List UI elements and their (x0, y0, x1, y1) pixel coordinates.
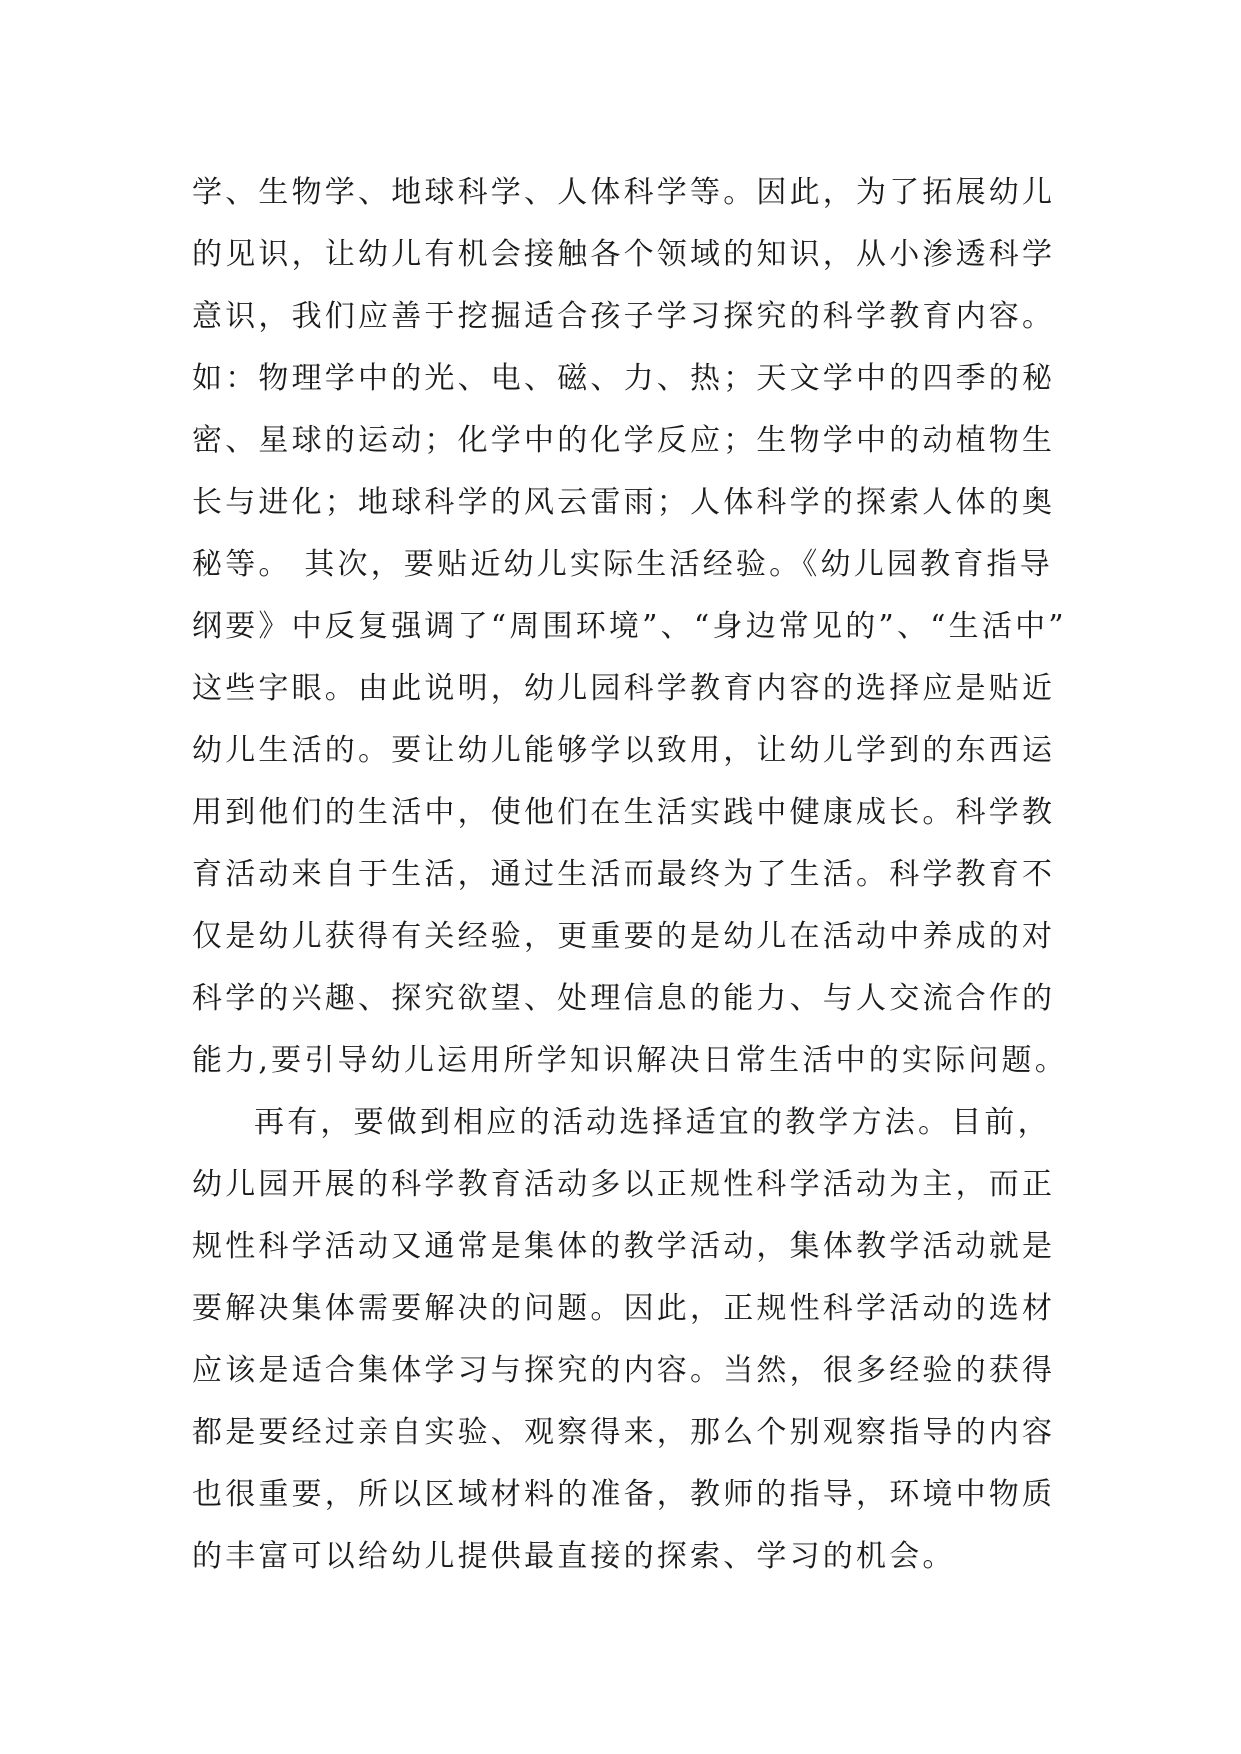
text-line: 意识，我们应善于挖掘适合孩子学习探究的科学教育内容。 (192, 299, 1056, 334)
text-line: 密、星球的运动；化学中的化学反应；生物学中的动植物生 (192, 423, 1056, 458)
text-line: 幼儿生活的。要让幼儿能够学以致用，让幼儿学到的东西运 (192, 733, 1056, 768)
body-text (192, 162, 1072, 1588)
text-line: 幼儿园开展的科学教育活动多以正规性科学活动为主，而正 (192, 1167, 1056, 1202)
text-line: 都是要经过亲自实验、观察得来，那么个别观察指导的内容 (192, 1415, 1056, 1450)
text-line: 用到他们的生活中，使他们在生活实践中健康成长。科学教 (192, 795, 1056, 830)
text-line: 应该是适合集体学习与探究的内容。当然，很多经验的获得 (192, 1353, 1056, 1388)
text-line: 秘等。 其次，要贴近幼儿实际生活经验。《幼儿园教育指导 (192, 547, 1053, 582)
text-line: 的丰富可以给幼儿提供最直接的探索、学习的机会。 (192, 1539, 956, 1574)
text-line: 育活动来自于生活，通过生活而最终为了生活。科学教育不 (192, 857, 1056, 892)
text-line: 要解决集体需要解决的问题。因此，正规性科学活动的选材 (192, 1291, 1056, 1326)
text-line: 如：物理学中的光、电、磁、力、热；天文学中的四季的秘 (192, 361, 1056, 396)
text-line: 科学的兴趣、探究欲望、处理信息的能力、与人交流合作的 (192, 981, 1056, 1016)
text-line: 纲要》中反复强调了“周围环境”、“身边常见的”、“生活中” (192, 609, 1067, 644)
paragraph-start-line: 再有，要做到相应的活动选择适宜的教学方法。目前， (254, 1105, 1051, 1140)
text-line: 也很重要，所以区域材料的准备，教师的指导，环境中物质 (192, 1477, 1056, 1512)
text-line: 的见识，让幼儿有机会接触各个领域的知识，从小渗透科学 (192, 237, 1056, 272)
text-line: 仅是幼儿获得有关经验，更重要的是幼儿在活动中养成的对 (192, 919, 1056, 954)
text-line: 学、生物学、地球科学、人体科学等。因此，为了拓展幼儿 (192, 175, 1056, 210)
text-line: 规性科学活动又通常是集体的教学活动，集体教学活动就是 (192, 1229, 1056, 1264)
text-line: 这些字眼。由此说明，幼儿园科学教育内容的选择应是贴近 (192, 671, 1056, 706)
text-line: 能力,要引导幼儿运用所学知识解决日常生活中的实际问题。 (192, 1043, 1068, 1078)
text-line: 长与进化；地球科学的风云雷雨；人体科学的探索人体的奥 (192, 485, 1056, 520)
